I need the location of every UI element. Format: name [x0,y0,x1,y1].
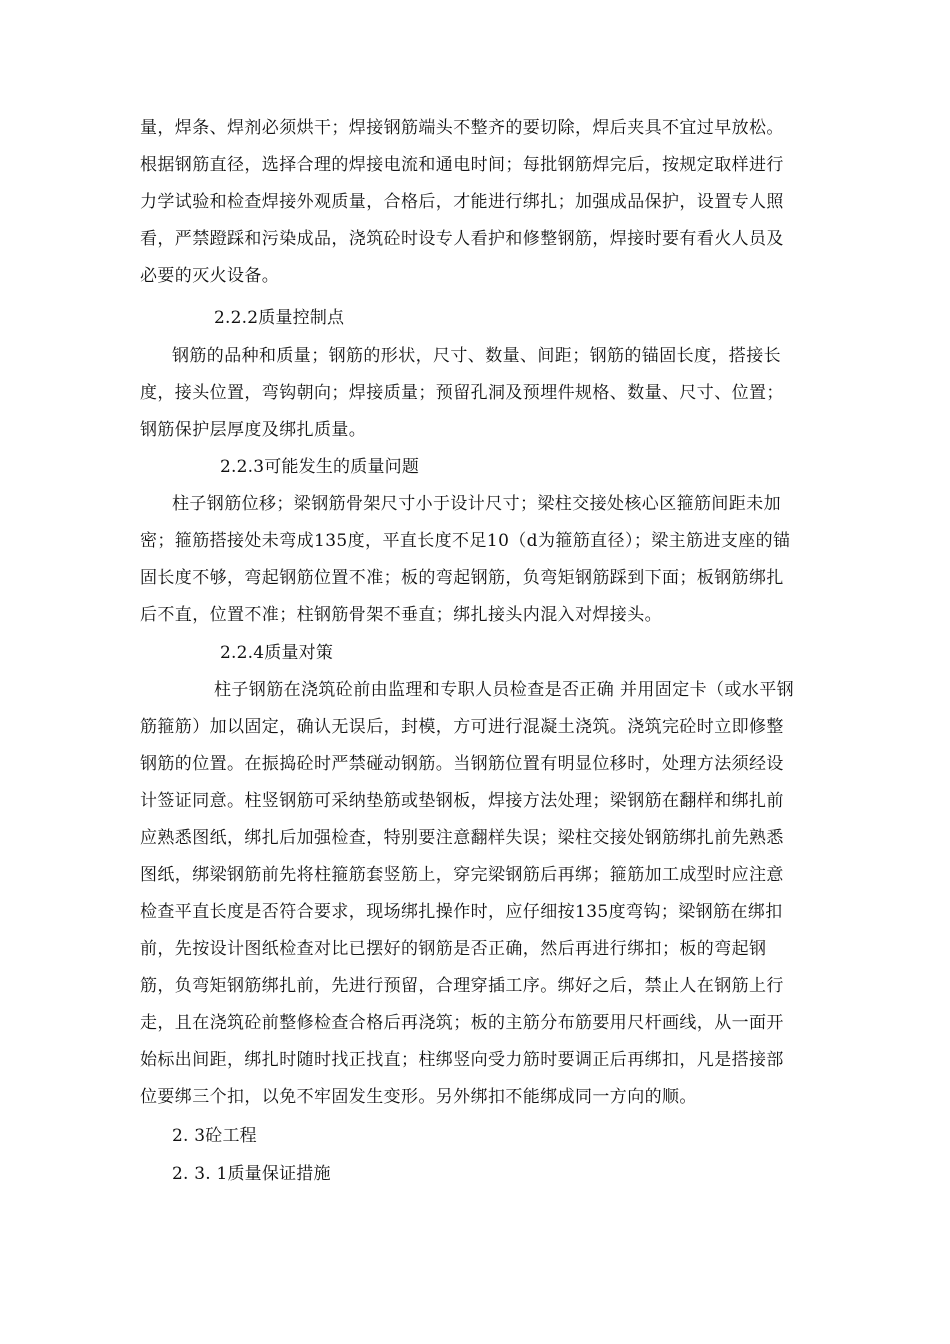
body-text-line: 后不直，位置不准；柱钢筋骨架不垂直；绑扎接头内混入对焊接头。 [140,605,662,625]
body-text-line: 看，严禁蹬踩和污染成品，浇筑砼时设专人看护和修整钢筋，焊接时要有看火人员及 [140,229,784,249]
body-text-line: 柱子钢筋位移；梁钢筋骨架尺寸小于设计尺寸；梁柱交接处核心区箍筋间距未加 [172,494,781,514]
body-text-line: 钢筋保护层厚度及绑扎质量。 [140,420,367,440]
body-text-line: 筋箍筋）加以固定，确认无误后，封模，方可进行混凝土浇筑。浇筑完砼时立即修整 [140,717,784,737]
body-text-line: 走，且在浇筑砼前整修检查合格后再浇筑；板的主筋分布筋要用尺杆画线，从一面开 [140,1013,784,1033]
body-text-line: 必要的灭火设备。 [140,266,280,286]
body-text-line: 图纸，绑梁钢筋前先将柱箍筋套竖筋上，穿完梁钢筋后再绑；箍筋加工成型时应注意 [140,865,784,885]
body-text-line: 前，先按设计图纸检查对比已摆好的钢筋是否正确，然后再进行绑扣；板的弯起钢 [140,939,767,959]
body-text-line: 密；箍筋搭接处未弯成135度，平直长度不足10（d为箍筋直径）；梁主筋进支座的锚 [140,531,791,551]
section-heading-2-2-4: 2.2.4质量对策 [220,643,334,663]
body-text-line: 检查平直长度是否符合要求，现场绑扎操作时，应仔细按135度弯钩；梁钢筋在绑扣 [140,902,783,922]
body-text-line: 位要绑三个扣，以免不牢固发生变形。另外绑扣不能绑成同一方向的顺。 [140,1087,697,1107]
body-text-line: 应熟悉图纸，绑扎后加强检查，特别要注意翻样失误；梁柱交接处钢筋绑扎前先熟悉 [140,828,784,848]
body-text-line: 柱子钢筋在浇筑砼前由监理和专职人员检查是否正确 并用固定卡（或水平钢 [214,680,795,700]
section-heading-2-2-3: 2.2.3可能发生的质量问题 [220,457,420,477]
section-heading-2-2-2: 2.2.2质量控制点 [214,308,345,328]
body-text-line: 固长度不够，弯起钢筋位置不准；板的弯起钢筋，负弯矩钢筋踩到下面；板钢筋绑扎 [140,568,784,588]
body-text-line: 力学试验和检查焊接外观质量，合格后，才能进行绑扎；加强成品保护，设置专人照 [140,192,784,212]
body-text-line: 始标出间距，绑扎时随时找正找直；柱绑竖向受力筋时要调正后再绑扣，凡是搭接部 [140,1050,784,1070]
body-text-line: 量，焊条、焊剂必须烘干；焊接钢筋端头不整齐的要切除，焊后夹具不宜过早放松。 [140,118,784,138]
section-heading-2-3-1: 2. 3. 1质量保证措施 [172,1164,331,1184]
body-text-line: 计签证同意。柱竖钢筋可采纳垫筋或垫钢板，焊接方法处理；梁钢筋在翻样和绑扎前 [140,791,784,811]
body-text-line: 根据钢筋直径，选择合理的焊接电流和通电时间；每批钢筋焊完后，按规定取样进行 [140,155,784,175]
body-text-line: 钢筋的位置。在振捣砼时严禁碰动钢筋。当钢筋位置有明显位移时，处理方法须经设 [140,754,784,774]
body-text-line: 度，接头位置，弯钩朝向；焊接质量；预留孔洞及预埋件规格、数量、尺寸、位置； [140,383,784,403]
section-heading-2-3: 2. 3砼工程 [172,1126,257,1146]
body-text-line: 筋，负弯矩钢筋绑扎前，先进行预留，合理穿插工序。绑好之后，禁止人在钢筋上行 [140,976,784,996]
body-text-line: 钢筋的品种和质量；钢筋的形状，尺寸、数量、间距；钢筋的锚固长度，搭接长 [172,346,781,366]
